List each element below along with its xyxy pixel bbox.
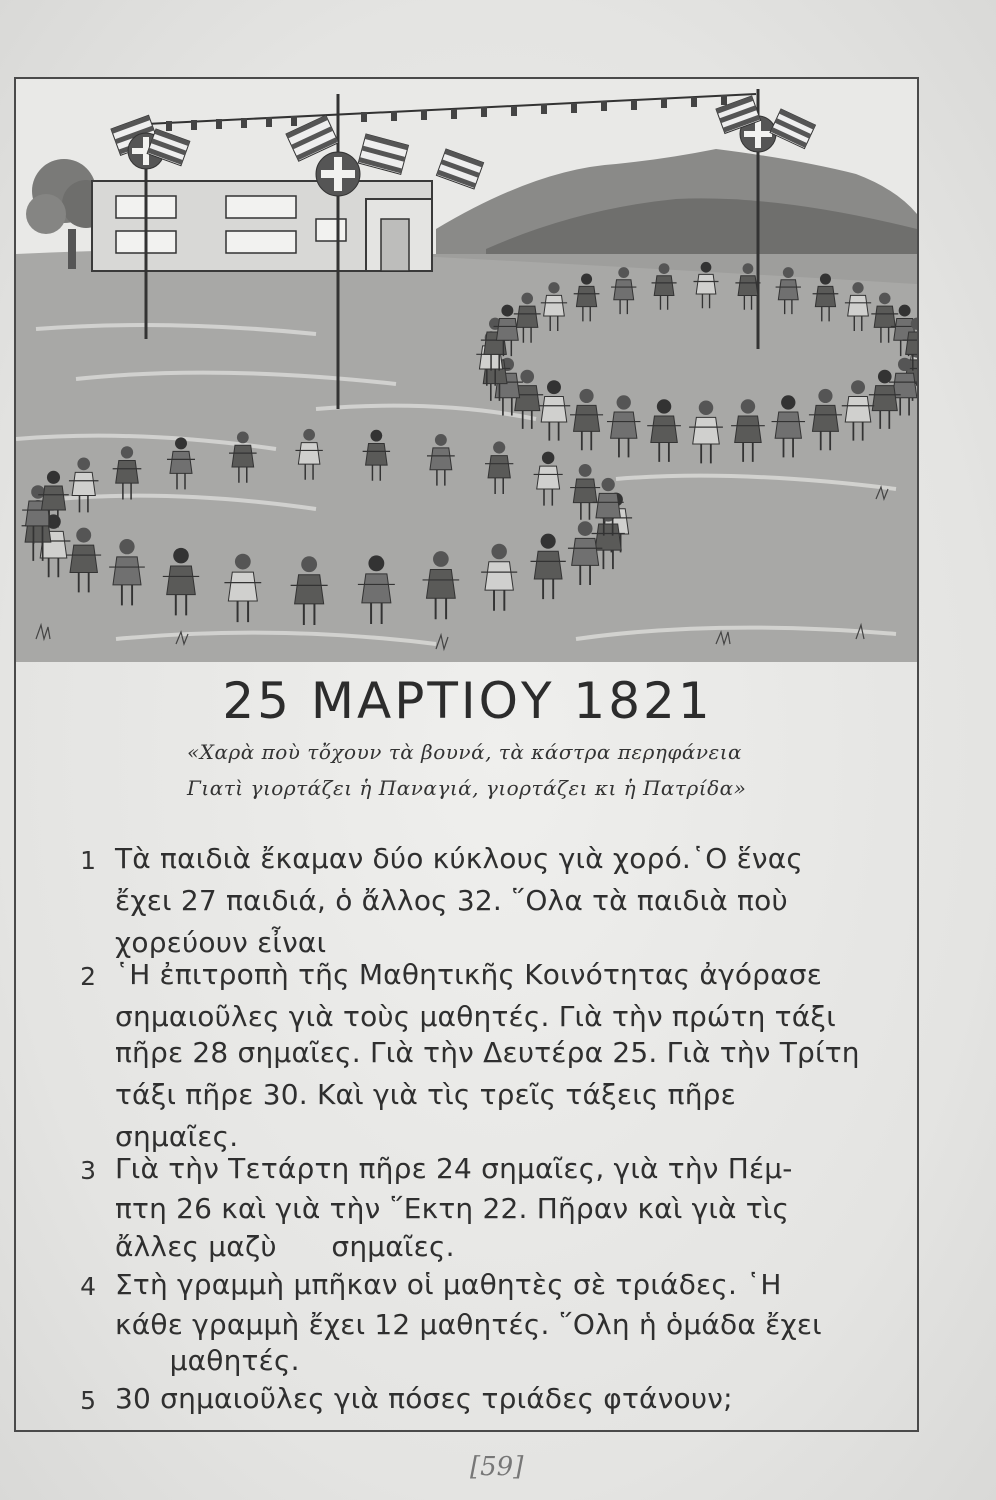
problem-3-line-3: ἄλλες μαζὺ σημαῖες. <box>115 1230 455 1263</box>
problem-number-4: 4 <box>80 1272 96 1301</box>
problem-2-line-3: πῆρε 28 σημαῖες. Γιὰ τὴν Δευτέρα 25. Γιὰ τὴν Τρίτη <box>115 1036 860 1069</box>
problem-number-1: 1 <box>80 846 96 875</box>
illustration-children-dancing <box>16 79 917 662</box>
problem-4-line-2: κάθε γραμμὴ ἔχει 12 μαθητές. ῞Ολη ἡ ὁμάδα ἔχει <box>115 1308 822 1341</box>
problem-2-line-2: σημαιοῦλες γιὰ τοὺς μαθητές. Γιὰ τὴν πρώτη τάξι <box>115 1000 836 1033</box>
problem-2-line-1: ῾Η ἐπιτροπὴ τῆς Μαθητικῆς Κοινότητας ἀγόρασε <box>115 958 823 991</box>
problem-number-2: 2 <box>80 962 96 991</box>
problem-4-line-1: Στὴ γραμμὴ μπῆκαν οἱ μαθητὲς σὲ τριάδες. ῾Η <box>115 1268 782 1301</box>
problem-1-line-2: ἔχει 27 παιδιά, ὁ ἄλλος 32. ῞Ολα τὰ παιδιὰ ποὺ <box>115 884 788 917</box>
problem-number-3: 3 <box>80 1156 96 1185</box>
illustration-svg <box>16 79 917 662</box>
problem-5-line-1: 30 σημαιοῦλες γιὰ πόσες τριάδες φτάνουν; <box>115 1382 733 1415</box>
school-building-drawing <box>92 181 432 271</box>
problem-3-line-1: Γιὰ τὴν Τετάρτη πῆρε 24 σημαῖες, γιὰ τὴν Πέμ- <box>115 1152 793 1185</box>
verse-line-2: Γιατὶ γιορτάζει ἡ Παναγιά, γιορτάζει κι ἡ Πατρίδα» <box>187 776 747 800</box>
problem-number-5: 5 <box>80 1386 96 1415</box>
problem-1-line-1: Τὰ παιδιὰ ἔκαμαν δύο κύκλους γιὰ χορό.῾Ο ἕνας <box>115 842 804 875</box>
problem-1-line-3: χορεύουν εἶναι <box>115 926 327 959</box>
page-number: [59] <box>470 1452 524 1482</box>
headline: 25 ΜΑΡΤΙΟΥ 1821 <box>222 672 713 730</box>
problem-2-line-5: σημαῖες. <box>115 1120 239 1153</box>
problem-2-line-4: τάξι πῆρε 30. Καὶ γιὰ τὶς τρεῖς τάξεις πῆρε <box>115 1078 736 1111</box>
problem-4-line-3: μαθητές. <box>115 1344 300 1377</box>
problem-3-line-2: πτη 26 καὶ γιὰ τὴν ῞Εκτη 22. Πῆραν καὶ γιὰ τὶς <box>115 1192 790 1225</box>
verse-line-1: «Χαρὰ ποὺ τὄχουν τὰ βουνά, τὰ κάστρα περηφάνεια <box>187 740 743 764</box>
